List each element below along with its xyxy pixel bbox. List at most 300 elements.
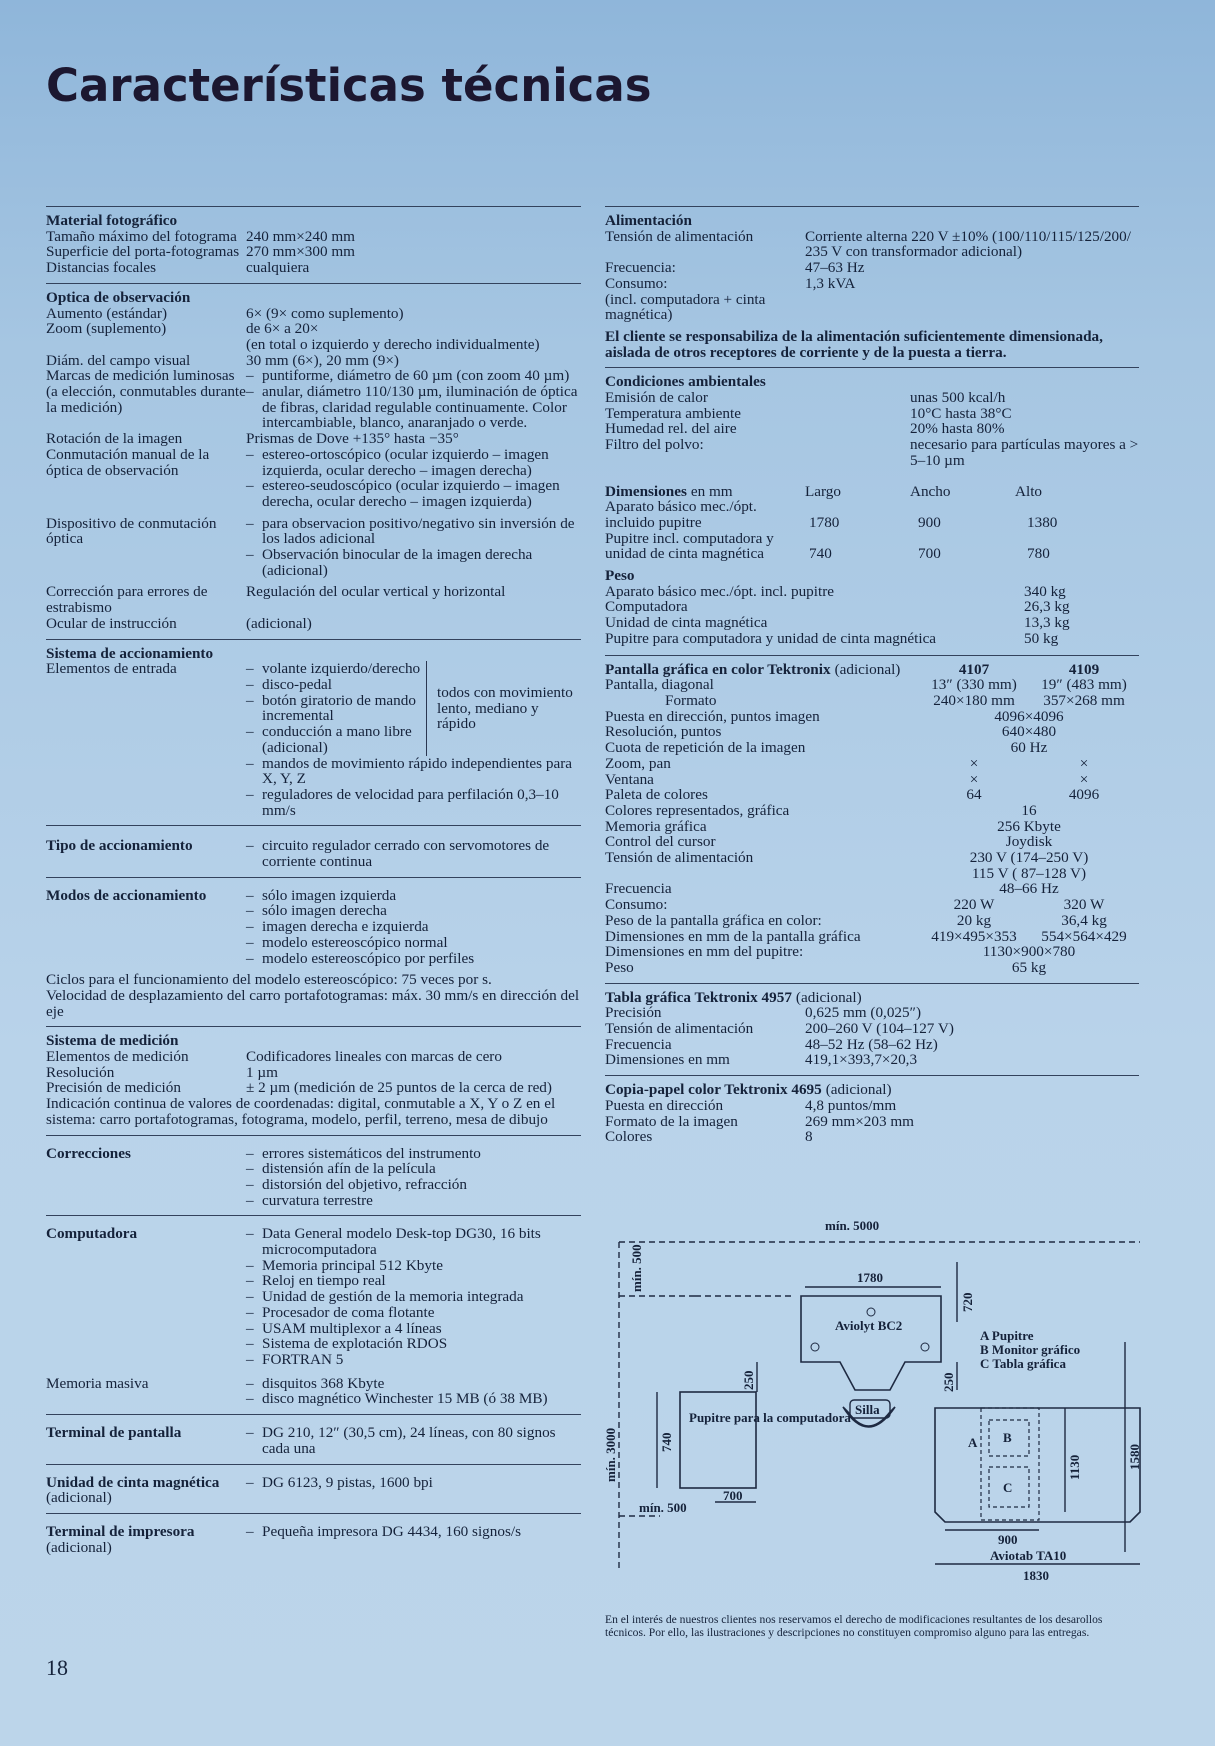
spec-label: Temperatura ambiente	[605, 404, 741, 422]
dim-col-header: Alto	[1015, 482, 1043, 500]
section-title-line	[605, 1082, 1139, 1098]
list-item	[246, 693, 426, 724]
list-item-text: FORTRAN 5	[262, 1351, 344, 1368]
spec-row	[46, 516, 581, 579]
list-item-text: conducción a mano libre (adicional)	[262, 723, 412, 756]
list-item-text: USAM multiplexor a 4 líneas	[262, 1319, 442, 1337]
section-computadora	[46, 1215, 581, 1407]
spec-value: (en total o izquierdo y derecho individualmente)	[246, 335, 540, 353]
dash: –	[246, 918, 254, 936]
section-tipo	[46, 825, 581, 869]
aviotab-label: Aviotab TA10	[990, 1548, 1067, 1563]
spec-value: 19″ (483 mm)	[1041, 676, 1127, 694]
spec-value: 230 V (174–250 V)	[969, 849, 1089, 867]
list-item-text: Unidad de gestión de la memoria integrada	[262, 1288, 524, 1306]
dim-heading-cell	[605, 484, 805, 500]
spec-row	[605, 803, 1139, 819]
spec-row	[605, 615, 1139, 631]
spec-row	[605, 787, 1139, 803]
text-line: Indicación continua de valores de coordenadas: digital, conmutable a X, Y o Z en el sistema: carro portafotogramas, fotograma, modelo, perfil, terreno, mesa de dibujo	[46, 1095, 556, 1128]
list-item-text: circuito regulador cerrado con servomotores de corriente continua	[262, 837, 550, 871]
spec-value: 20 kg	[956, 911, 992, 929]
footnote: En el interés de nuestros clientes nos reservamos el derecho de modificaciones resultantes de los desarollos técnicos. Por ello, las ilustraciones y descripciones no constituyen compromiso alguno para las entregas.	[605, 1613, 1103, 1639]
dash: –	[246, 660, 254, 678]
dash: –	[246, 1303, 254, 1321]
spec-label: Puesta en dirección, puntos imagen	[605, 707, 820, 725]
spec-row	[605, 1037, 1139, 1053]
spec-list	[246, 1524, 581, 1540]
dash: –	[246, 886, 254, 904]
spec-value: 419×495×353	[931, 927, 1017, 945]
section-dimensiones	[605, 476, 1139, 563]
list-item-text: Observación binocular de la imagen derecha (adicional)	[262, 546, 533, 579]
spec-value: Regulación del ocular vertical y horizontal	[246, 583, 506, 601]
spec-row	[605, 229, 1139, 260]
section-heading: Condiciones ambientales	[605, 373, 766, 391]
spec-value: 36,4 kg	[1061, 911, 1107, 929]
spec-label: Elementos de entrada	[46, 660, 177, 678]
spec-label: Frecuencia:	[605, 259, 676, 277]
spec-row	[605, 740, 1139, 756]
spec-label: Consumo:	[605, 274, 668, 292]
list-item-text: estereo-seudoscópico (ocular izquierdo – imagen derecha, ocular derecho – imagen izquierda)	[262, 477, 560, 510]
spec-list	[246, 1376, 581, 1407]
list-item	[246, 935, 581, 951]
spec-row	[46, 1146, 581, 1209]
list-item-text: Data General modelo Desk-top DG30, 16 bits microcomputadora	[262, 1225, 541, 1259]
dash: –	[246, 1191, 254, 1209]
section-heading: Modos de accionamiento	[46, 886, 207, 904]
list-item	[246, 1193, 581, 1209]
spec-row	[46, 1226, 581, 1367]
spec-value: 48–52 Hz (58–62 Hz)	[805, 1035, 938, 1053]
dash: –	[246, 546, 254, 564]
spec-row	[605, 756, 1139, 772]
spec-value: ×	[969, 754, 979, 772]
alimentacion-note: El cliente se responsabiliza de la alimentación suficientemente dimensionada, aislada de otros receptores de corriente y de la puesta a tierra.	[605, 327, 1103, 361]
spec-row	[46, 244, 581, 260]
list-item-text: sólo imagen derecha	[262, 902, 387, 920]
spec-value: 8	[805, 1128, 813, 1146]
list-item-text: DG 210, 12″ (30,5 cm), 24 líneas, con 80 signos cada una	[262, 1424, 556, 1457]
spec-label: Ventana	[605, 770, 654, 788]
label-a: A	[968, 1435, 978, 1450]
dash: –	[246, 383, 254, 401]
section-heading: Pantalla gráfica en color Tektronix	[605, 660, 831, 678]
spec-row	[605, 677, 1139, 693]
spec-label: Paleta de colores	[605, 786, 708, 804]
list-item-text: modelo estereoscópico normal	[262, 933, 448, 951]
spec-label: Pupitre para computadora y unidad de cinta magnética	[605, 629, 937, 647]
spec-row	[46, 1524, 581, 1555]
spec-label: Rotación de la imagen	[46, 430, 183, 448]
spec-row	[605, 913, 1139, 929]
list-item	[246, 724, 426, 755]
spec-value: Joydisk	[1005, 833, 1053, 851]
section-alimentacion	[605, 206, 1139, 360]
spec-label: Peso	[605, 958, 634, 976]
spec-row	[605, 866, 1139, 882]
right-column	[605, 206, 1139, 1152]
section-peso	[605, 568, 1139, 647]
spec-value: 64	[966, 786, 982, 804]
list-item	[246, 1289, 581, 1305]
dim-row	[605, 499, 1139, 530]
list-item	[246, 368, 581, 384]
spec-row	[46, 306, 581, 322]
dim-row	[605, 531, 1139, 562]
list-item	[246, 1336, 581, 1352]
spec-value: 220 W	[953, 896, 995, 914]
list-item	[246, 1226, 581, 1257]
spec-label: Filtro del polvo:	[605, 436, 704, 454]
pantalla-header	[605, 662, 1139, 678]
spec-label: Superficie del porta-fotogramas	[46, 243, 240, 261]
list-item-text: Sistema de explotación RDOS	[262, 1335, 448, 1353]
aviotab-outline	[935, 1408, 1140, 1522]
spec-label: Colores representados, gráfica	[605, 801, 790, 819]
dim-value: 780	[1027, 545, 1050, 563]
list-item-text: puntiforme, diámetro de 60 µm (con zoom 40 µm)	[262, 367, 570, 385]
spec-row	[46, 616, 581, 632]
spec-label: Puesta en dirección	[605, 1096, 724, 1114]
spec-label: Distancias focales	[46, 259, 157, 277]
legend-b: B Monitor gráfico	[980, 1342, 1081, 1357]
spec-label: Control del cursor	[605, 833, 716, 851]
dim-250a: 250	[741, 1370, 756, 1390]
dim-value: 740	[809, 545, 832, 563]
spec-row	[605, 834, 1139, 850]
spec-row	[605, 709, 1139, 725]
spec-value: cualquiera	[246, 259, 310, 277]
spec-label: Unidad de cinta magnética	[605, 614, 768, 632]
spec-label: Aparato básico mec./ópt. incl. pupitre	[605, 582, 835, 600]
spec-value: 60 Hz	[1010, 739, 1048, 757]
section-copia	[605, 1075, 1139, 1145]
spec-row	[605, 1098, 1139, 1114]
dash: –	[246, 1424, 254, 1442]
spec-value: de 6× a 20×	[246, 320, 319, 338]
spec-row	[605, 897, 1139, 913]
dim-col-header: Ancho	[910, 482, 951, 500]
list-item	[246, 1177, 581, 1193]
list-item-text: disco magnético Winchester 15 MB (ó 38 MB)	[262, 1390, 548, 1408]
label-b: B	[1003, 1430, 1012, 1445]
spec-row	[46, 260, 581, 276]
dash: –	[246, 445, 254, 463]
aviolyt-label: Aviolyt BC2	[835, 1318, 903, 1333]
spec-row	[46, 888, 581, 967]
dim-min500-top: mín. 500	[629, 1244, 644, 1292]
grouped-block	[246, 661, 581, 755]
section-heading: Alimentación	[605, 212, 692, 229]
list-item	[246, 1321, 581, 1337]
spec-value: ×	[969, 770, 979, 788]
spec-value: 554×564×429	[1041, 927, 1127, 945]
section-heading: Sistema de medición	[46, 1032, 179, 1050]
list-item	[246, 1425, 581, 1456]
spec-label: Diám. del campo visual	[46, 351, 191, 369]
list-item-text: botón giratorio de mando incremental	[262, 691, 416, 725]
list-item-text: Pequeña impresora DG 4434, 160 signos/s	[262, 1522, 522, 1540]
section-heading: Dimensiones	[605, 482, 687, 500]
list-item	[246, 838, 581, 869]
list-item	[246, 1524, 581, 1540]
dash: –	[246, 514, 254, 532]
dash: –	[246, 691, 254, 709]
dim-value: 1780	[809, 513, 840, 531]
spec-value: 50 kg	[1024, 629, 1059, 647]
aviolyt-outline	[801, 1296, 941, 1390]
list-item	[246, 919, 581, 935]
spec-row	[46, 1065, 581, 1081]
list-item	[246, 447, 581, 478]
spec-value: 47–63 Hz	[805, 259, 865, 277]
spec-list	[246, 888, 581, 967]
dim-720: 720	[960, 1292, 975, 1312]
spec-list	[246, 661, 581, 818]
list-item-text: curvatura terrestre	[262, 1191, 373, 1209]
section-medicion	[46, 1026, 581, 1127]
list-item-text: para observacion positivo/negativo sin inversión de los lados adicional	[262, 514, 575, 548]
group-note: todos con movimiento lento, mediano y rápido	[437, 683, 573, 733]
spec-row	[46, 229, 581, 245]
dash: –	[246, 785, 254, 803]
spec-row	[605, 260, 1139, 276]
spec-label: Cuota de repetición de la imagen	[605, 739, 806, 757]
dash: –	[246, 1522, 254, 1540]
spec-value: 1130×900×780	[982, 943, 1076, 961]
spec-value: unas 500 kcal/h	[910, 389, 1006, 407]
section-heading: Copia-papel color Tektronix 4695	[605, 1081, 822, 1099]
list-item-text: modelo estereoscópico por perfiles	[262, 949, 475, 967]
section-sub: (adicional)	[795, 988, 862, 1006]
dim-min5000: mín. 5000	[825, 1218, 880, 1233]
section-accionamiento	[46, 639, 581, 819]
spec-label: Resolución, puntos	[605, 723, 722, 741]
spec-row	[46, 661, 581, 818]
spec-label: Frecuencia	[605, 1035, 672, 1053]
section-optica	[46, 283, 581, 632]
spec-label-block	[46, 1475, 246, 1506]
dash: –	[246, 367, 254, 385]
section-impresora	[46, 1513, 581, 1555]
dim-700: 700	[723, 1488, 743, 1503]
spec-label: Dispositivo de conmutación óptica	[46, 514, 217, 548]
dash: –	[246, 949, 254, 967]
spec-label: Memoria gráfica	[605, 817, 707, 835]
spec-value: 270 mm×300 mm	[246, 243, 355, 261]
section-tabla	[605, 983, 1139, 1069]
legend-a: A Pupitre	[980, 1328, 1034, 1343]
left-column	[46, 206, 581, 1562]
layout-diagram	[605, 1212, 1145, 1607]
spec-value: 340 kg	[1024, 582, 1066, 600]
dim-1780: 1780	[857, 1270, 883, 1285]
page-number: 18	[46, 1655, 68, 1680]
spec-label: Humedad rel. del aire	[605, 420, 737, 438]
section-sub: (adicional)	[825, 1081, 892, 1099]
list-item	[246, 787, 581, 818]
spec-value: necesario para partículas mayores a > 5–10 µm	[910, 436, 1139, 469]
spec-label: Emisión de calor	[605, 389, 708, 407]
list-item	[246, 547, 581, 578]
spec-value: 240 mm×240 mm	[246, 227, 355, 245]
dash: –	[246, 837, 254, 855]
spec-row	[605, 929, 1139, 945]
spec-label: Pupitre incl. computadora y unidad de cinta magnética	[605, 529, 774, 563]
spec-row	[605, 881, 1139, 897]
spec-label: Tensión de alimentación	[605, 1020, 754, 1038]
section-terminal	[46, 1414, 581, 1456]
list-item-text: imagen derecha e izquierda	[262, 918, 429, 936]
dash: –	[246, 1351, 254, 1368]
section-heading: Tabla gráfica Tektronix 4957	[605, 988, 792, 1006]
spec-row	[605, 772, 1139, 788]
dash: –	[246, 1374, 254, 1392]
section-heading: Computadora	[46, 1225, 138, 1243]
spec-value: 419,1×393,7×20,3	[805, 1051, 918, 1069]
list-item	[246, 1305, 581, 1321]
spec-row	[46, 584, 581, 615]
spec-value: Corriente alterna 220 V ±10% (100/110/115/125/200/ 235 V con transformador adicional)	[805, 227, 1131, 261]
spec-label: Frecuencia	[605, 880, 672, 898]
spec-list	[246, 1226, 581, 1367]
section-sub: (adicional)	[46, 1538, 112, 1556]
legend-c: C Tabla gráfica	[980, 1356, 1066, 1371]
list-item	[246, 516, 581, 547]
dash: –	[246, 1272, 254, 1290]
dash: –	[246, 1144, 254, 1162]
spec-label: Peso de la pantalla gráfica en color:	[605, 911, 822, 929]
list-item	[246, 1273, 581, 1289]
spec-label: Pantalla, diagonal	[605, 676, 714, 694]
list-item-text: Memoria principal 512 Kbyte	[262, 1256, 443, 1274]
spec-list	[246, 1475, 581, 1491]
list-item-text: Reloj en tiempo real	[262, 1272, 386, 1290]
dash: –	[246, 1390, 254, 1408]
dim-1130: 1130	[1067, 1454, 1082, 1480]
page-title: Características técnicas	[46, 59, 652, 112]
dash: –	[246, 1160, 254, 1178]
grouped-list	[246, 661, 427, 755]
silla-label: Silla	[855, 1402, 880, 1417]
dim-value: 900	[918, 513, 941, 531]
spec-value: 16	[1021, 801, 1037, 819]
spec-row	[46, 1049, 581, 1065]
spec-row	[605, 276, 1139, 292]
spec-value: 1 µm	[246, 1063, 278, 1081]
section-heading: Sistema de accionamiento	[46, 644, 214, 662]
spec-row	[605, 960, 1139, 976]
spec-value: 320 W	[1063, 896, 1105, 914]
list-item	[246, 888, 581, 904]
spec-list	[246, 1425, 581, 1456]
list-item	[246, 384, 581, 431]
spec-value: 240×180 mm	[933, 691, 1015, 709]
section-title-line	[605, 990, 1139, 1006]
spec-row	[605, 693, 1139, 709]
section-heading: Unidad de cinta magnética	[46, 1473, 220, 1491]
section-cinta	[46, 1464, 581, 1506]
dim-header	[605, 484, 1139, 500]
spec-list	[246, 838, 581, 869]
list-item	[246, 1391, 581, 1407]
list-item-text: reguladores de velocidad para perfilación 0,3–10 mm/s	[262, 785, 559, 819]
spec-row	[605, 1021, 1139, 1037]
spec-value: ×	[1079, 754, 1089, 772]
list-item-text: Procesador de coma flotante	[262, 1303, 435, 1321]
spec-value: Codificadores lineales con marcas de cero	[246, 1048, 502, 1066]
spec-label: Resolución	[46, 1063, 115, 1081]
spec-value: 13″ (330 mm)	[931, 676, 1017, 694]
spec-label: Memoria masiva	[46, 1374, 149, 1392]
spec-label: Zoom, pan	[605, 754, 671, 772]
spec-row	[605, 1005, 1139, 1021]
spec-row	[46, 838, 581, 869]
section-heading: Material fotográfico	[46, 212, 178, 229]
list-item-text: DG 6123, 9 pistas, 1600 bpi	[262, 1473, 433, 1491]
spec-label-block	[46, 1425, 246, 1441]
spec-label: Tensión de alimentación	[605, 849, 754, 867]
section-material	[46, 206, 581, 276]
spec-label: Consumo:	[605, 896, 668, 914]
list-item	[246, 478, 581, 509]
spec-value: 4,8 puntos/mm	[805, 1096, 897, 1114]
spec-label: (incl. computadora + cinta magnética)	[605, 290, 766, 324]
spec-label: Dimensiones en mm del pupitre:	[605, 943, 804, 961]
spec-row	[605, 421, 1139, 437]
section-heading: Terminal de pantalla	[46, 1424, 182, 1442]
spec-label: Aumento (estándar)	[46, 304, 168, 322]
spec-label: Formato	[665, 691, 717, 709]
spec-value: 26,3 kg	[1024, 598, 1070, 616]
list-item	[246, 1352, 581, 1368]
dash: –	[246, 1319, 254, 1337]
list-item	[246, 1475, 581, 1491]
dash: –	[246, 933, 254, 951]
spec-value: 6× (9× como suplemento)	[246, 304, 404, 322]
spec-row	[46, 1425, 581, 1456]
spec-row	[46, 1376, 581, 1407]
dim-900: 900	[998, 1532, 1018, 1547]
section-heading: Correcciones	[46, 1144, 131, 1162]
spec-row	[605, 1052, 1139, 1068]
spec-value: 10°C hasta 38°C	[910, 404, 1012, 422]
list-item	[246, 951, 581, 967]
spec-row	[46, 321, 581, 337]
spec-list	[246, 447, 581, 510]
spec-row	[605, 944, 1139, 960]
list-item	[246, 677, 426, 693]
spec-value: 115 V ( 87–128 V)	[971, 864, 1087, 882]
spec-label: Colores	[605, 1128, 653, 1146]
dash: –	[246, 1288, 254, 1306]
list-item-text: disquitos 368 Kbyte	[262, 1374, 385, 1392]
spec-row	[605, 390, 1139, 406]
spec-label: Tamaño máximo del fotograma	[46, 227, 237, 245]
spec-row	[605, 819, 1139, 835]
spec-row	[46, 337, 581, 353]
spec-label: Dimensiones en mm de la pantalla gráfica	[605, 927, 861, 945]
spec-list	[246, 1146, 581, 1209]
list-item-text: errores sistemáticos del instrumento	[262, 1144, 481, 1162]
section-condiciones	[605, 367, 1139, 468]
spec-value: ± 2 µm (medición de 25 puntos de la cerca de red)	[246, 1079, 552, 1097]
list-item	[246, 756, 581, 787]
spec-value: 65 kg	[1011, 958, 1047, 976]
dim-value: 1380	[1027, 513, 1058, 531]
